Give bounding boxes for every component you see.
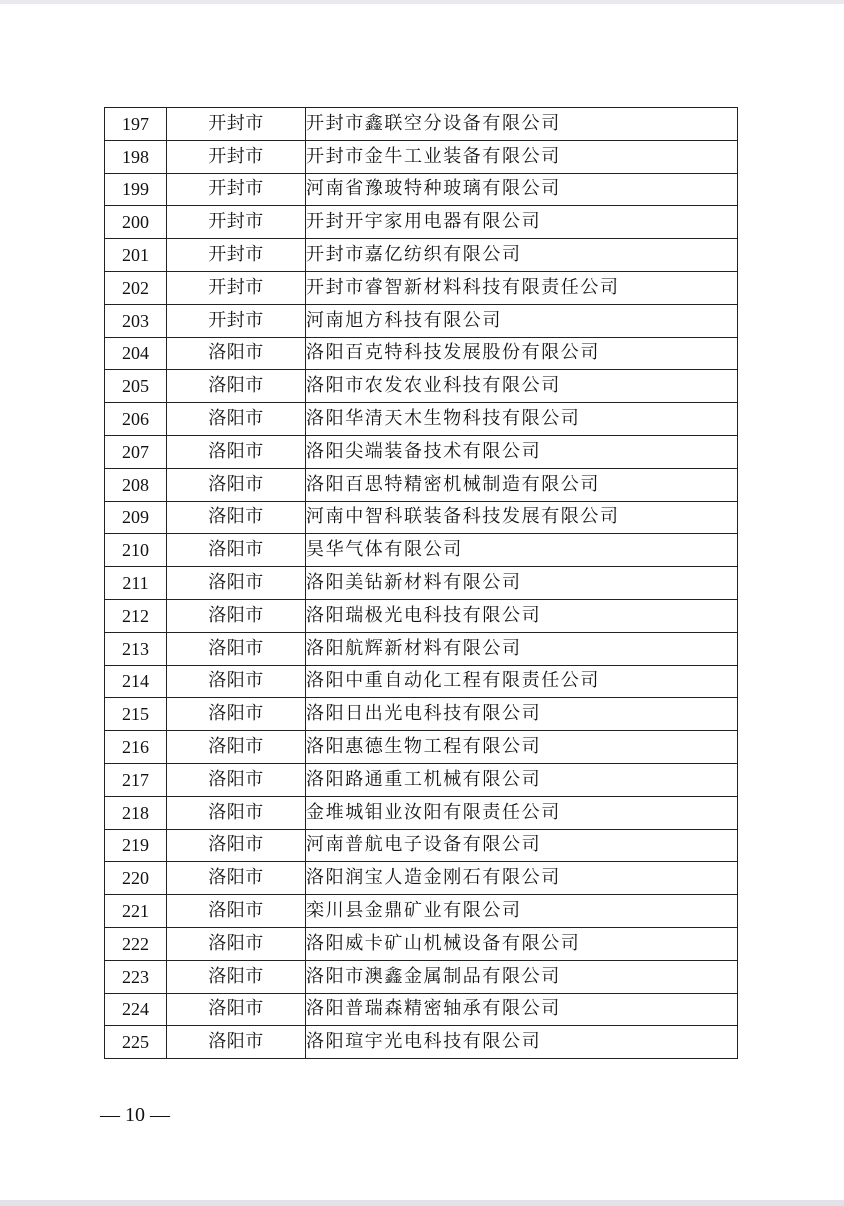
row-city: 洛阳市 bbox=[167, 993, 306, 1026]
table-row bbox=[105, 698, 738, 731]
row-city: 洛阳市 bbox=[167, 632, 306, 665]
row-number: 199 bbox=[105, 173, 167, 206]
table-row bbox=[105, 796, 738, 829]
row-company: 洛阳威卡矿山机械设备有限公司 bbox=[306, 927, 738, 960]
row-company: 洛阳华清天木生物科技有限公司 bbox=[306, 403, 738, 436]
row-company: 开封市嘉亿纺织有限公司 bbox=[306, 239, 738, 272]
table-row bbox=[105, 468, 738, 501]
row-number: 217 bbox=[105, 763, 167, 796]
row-company: 河南普航电子设备有限公司 bbox=[306, 829, 738, 862]
table-row bbox=[105, 108, 738, 141]
row-company: 昊华气体有限公司 bbox=[306, 534, 738, 567]
row-number: 224 bbox=[105, 993, 167, 1026]
row-company: 河南省豫玻特种玻璃有限公司 bbox=[306, 173, 738, 206]
bottom-edge-strip bbox=[0, 1200, 844, 1206]
table-row bbox=[105, 993, 738, 1026]
row-city: 洛阳市 bbox=[167, 403, 306, 436]
row-company: 栾川县金鼎矿业有限公司 bbox=[306, 895, 738, 928]
row-company: 河南旭方科技有限公司 bbox=[306, 304, 738, 337]
row-number: 204 bbox=[105, 337, 167, 370]
row-city: 洛阳市 bbox=[167, 927, 306, 960]
row-city: 开封市 bbox=[167, 173, 306, 206]
row-number: 201 bbox=[105, 239, 167, 272]
row-city: 洛阳市 bbox=[167, 534, 306, 567]
row-number: 205 bbox=[105, 370, 167, 403]
table-row bbox=[105, 370, 738, 403]
table-row bbox=[105, 403, 738, 436]
table-row bbox=[105, 140, 738, 173]
table-row bbox=[105, 829, 738, 862]
row-number: 197 bbox=[105, 108, 167, 141]
row-city: 洛阳市 bbox=[167, 665, 306, 698]
table-row bbox=[105, 206, 738, 239]
row-company: 河南中智科联装备科技发展有限公司 bbox=[306, 501, 738, 534]
row-city: 洛阳市 bbox=[167, 337, 306, 370]
table-row bbox=[105, 927, 738, 960]
row-city: 洛阳市 bbox=[167, 763, 306, 796]
row-number: 215 bbox=[105, 698, 167, 731]
row-company: 洛阳惠德生物工程有限公司 bbox=[306, 731, 738, 764]
table-row bbox=[105, 862, 738, 895]
row-city: 洛阳市 bbox=[167, 567, 306, 600]
top-edge-strip bbox=[0, 0, 844, 4]
table-row bbox=[105, 567, 738, 600]
row-company: 洛阳瑞极光电科技有限公司 bbox=[306, 599, 738, 632]
page-number: — 10 — bbox=[100, 1104, 170, 1126]
row-company: 开封市睿智新材料科技有限责任公司 bbox=[306, 271, 738, 304]
row-number: 213 bbox=[105, 632, 167, 665]
row-city: 开封市 bbox=[167, 206, 306, 239]
table-row bbox=[105, 173, 738, 206]
table-row bbox=[105, 534, 738, 567]
row-number: 223 bbox=[105, 960, 167, 993]
row-number: 219 bbox=[105, 829, 167, 862]
row-city: 开封市 bbox=[167, 239, 306, 272]
row-company: 洛阳瑄宇光电科技有限公司 bbox=[306, 1026, 738, 1059]
row-number: 212 bbox=[105, 599, 167, 632]
row-company: 开封市鑫联空分设备有限公司 bbox=[306, 108, 738, 141]
table-row bbox=[105, 501, 738, 534]
row-company: 洛阳百思特精密机械制造有限公司 bbox=[306, 468, 738, 501]
row-number: 206 bbox=[105, 403, 167, 436]
row-city: 洛阳市 bbox=[167, 796, 306, 829]
row-city: 洛阳市 bbox=[167, 960, 306, 993]
row-city: 洛阳市 bbox=[167, 731, 306, 764]
row-number: 209 bbox=[105, 501, 167, 534]
row-number: 202 bbox=[105, 271, 167, 304]
company-list-table bbox=[104, 107, 738, 1059]
row-company: 洛阳航辉新材料有限公司 bbox=[306, 632, 738, 665]
row-city: 开封市 bbox=[167, 271, 306, 304]
table-row bbox=[105, 337, 738, 370]
table-row bbox=[105, 895, 738, 928]
row-city: 洛阳市 bbox=[167, 435, 306, 468]
row-company: 洛阳市澳鑫金属制品有限公司 bbox=[306, 960, 738, 993]
table-row bbox=[105, 304, 738, 337]
row-number: 203 bbox=[105, 304, 167, 337]
row-company: 洛阳润宝人造金刚石有限公司 bbox=[306, 862, 738, 895]
row-company: 洛阳尖端装备技术有限公司 bbox=[306, 435, 738, 468]
row-number: 225 bbox=[105, 1026, 167, 1059]
table-row bbox=[105, 599, 738, 632]
row-city: 洛阳市 bbox=[167, 862, 306, 895]
row-city: 洛阳市 bbox=[167, 1026, 306, 1059]
row-city: 洛阳市 bbox=[167, 895, 306, 928]
table-row bbox=[105, 763, 738, 796]
row-number: 216 bbox=[105, 731, 167, 764]
row-number: 207 bbox=[105, 435, 167, 468]
row-company: 洛阳路通重工机械有限公司 bbox=[306, 763, 738, 796]
row-company: 洛阳日出光电科技有限公司 bbox=[306, 698, 738, 731]
row-city: 洛阳市 bbox=[167, 468, 306, 501]
row-number: 214 bbox=[105, 665, 167, 698]
row-company: 洛阳市农发农业科技有限公司 bbox=[306, 370, 738, 403]
table-row bbox=[105, 632, 738, 665]
row-number: 208 bbox=[105, 468, 167, 501]
row-company: 开封市金牛工业装备有限公司 bbox=[306, 140, 738, 173]
row-city: 洛阳市 bbox=[167, 501, 306, 534]
row-city: 洛阳市 bbox=[167, 370, 306, 403]
row-city: 洛阳市 bbox=[167, 829, 306, 862]
table-row bbox=[105, 960, 738, 993]
row-company: 开封开宇家用电器有限公司 bbox=[306, 206, 738, 239]
row-number: 222 bbox=[105, 927, 167, 960]
row-company: 洛阳百克特科技发展股份有限公司 bbox=[306, 337, 738, 370]
row-number: 200 bbox=[105, 206, 167, 239]
row-city: 洛阳市 bbox=[167, 698, 306, 731]
table-row bbox=[105, 239, 738, 272]
row-company: 洛阳普瑞森精密轴承有限公司 bbox=[306, 993, 738, 1026]
table-row bbox=[105, 731, 738, 764]
row-company: 洛阳美钻新材料有限公司 bbox=[306, 567, 738, 600]
row-city: 开封市 bbox=[167, 304, 306, 337]
row-city: 洛阳市 bbox=[167, 599, 306, 632]
row-number: 198 bbox=[105, 140, 167, 173]
table-row bbox=[105, 271, 738, 304]
company-list-body bbox=[105, 108, 738, 1059]
row-number: 220 bbox=[105, 862, 167, 895]
row-city: 开封市 bbox=[167, 108, 306, 141]
row-number: 210 bbox=[105, 534, 167, 567]
row-company: 洛阳中重自动化工程有限责任公司 bbox=[306, 665, 738, 698]
row-number: 211 bbox=[105, 567, 167, 600]
row-city: 开封市 bbox=[167, 140, 306, 173]
table-row bbox=[105, 665, 738, 698]
table-row bbox=[105, 435, 738, 468]
table-row bbox=[105, 1026, 738, 1059]
row-company: 金堆城钼业汝阳有限责任公司 bbox=[306, 796, 738, 829]
row-number: 218 bbox=[105, 796, 167, 829]
row-number: 221 bbox=[105, 895, 167, 928]
